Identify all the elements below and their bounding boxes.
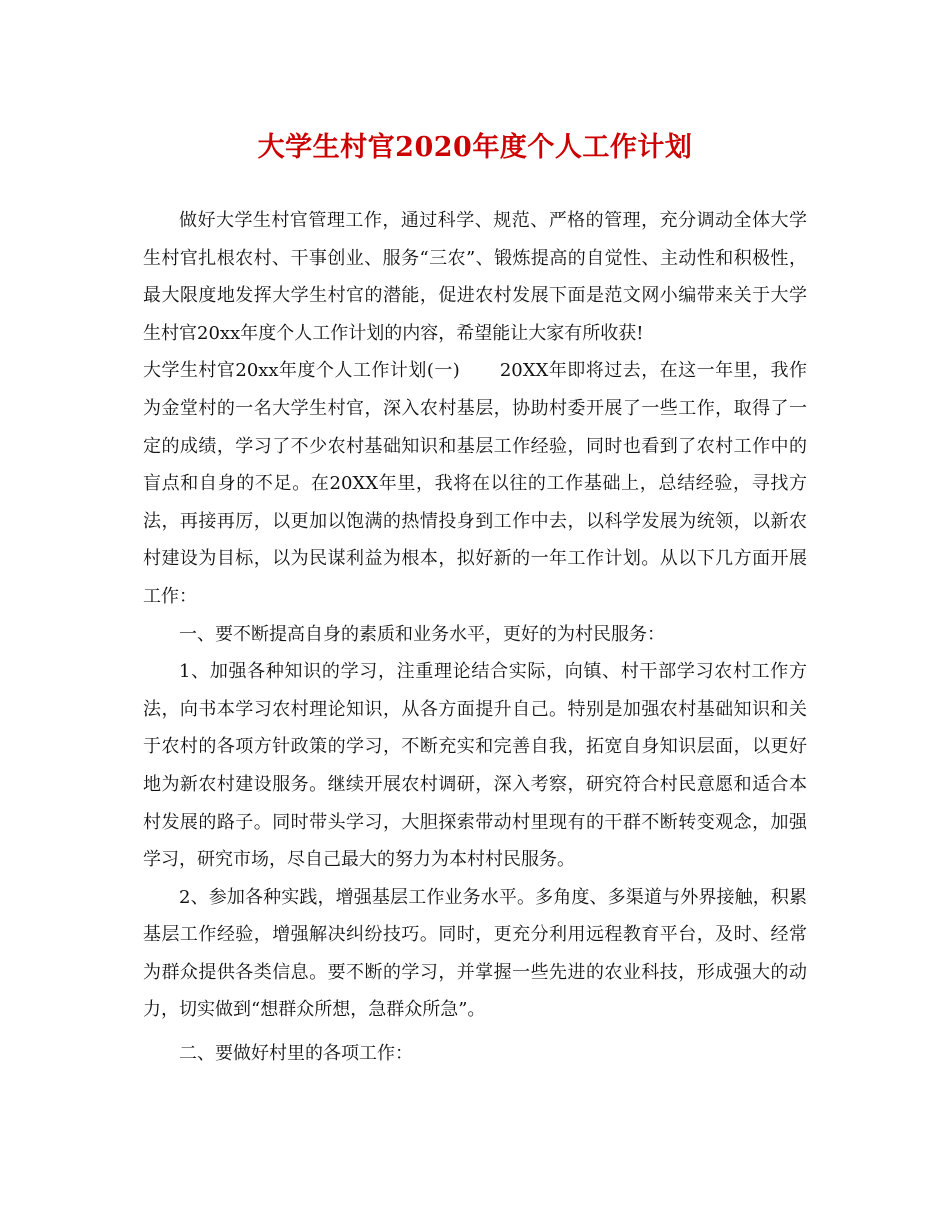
section-two-heading: 二、要做好村里的各项工作： — [179, 1043, 413, 1065]
document-body — [143, 202, 807, 1073]
document-title: 大学生村官2020年度个人工作计划 — [257, 132, 693, 163]
item-one-paragraph: 1、加强各种知识的学习，注重理论结合实际，向镇、村干部学习农村工作方法，向书本学习农村理论知识，从各方面提升自己。特别是加强农村基础知识和关于农村的各项方针政策的学习，不断充实和完善自我，拓宽自身知识层面，以更好地为新农村建设服务。继续开展农村调研，深入考察，研究符合村民意愿和适合本村发展的路子。同时带头学习，大胆探索带动村里现有的干群不断转变观念，加强学习，研究市场，尽自己最大的努力为本村村民服务。 — [143, 661, 807, 871]
intro-paragraph: 做好大学生村官管理工作，通过科学、规范、严格的管理，充分调动全体大学生村官扎根农村、干事创业、服务“三农”、锻炼提高的自觉性、主动性和积极性，最大限度地发挥大学生村官的潜能，促进农村发展下面是范文网小编带来关于大学生村官20xx年度个人工作计划的内容，希望能让大家有所收获! — [143, 210, 807, 344]
plan-paragraph — [143, 352, 807, 615]
plan-body: 20XX年即将过去，在这一年里，我作为金堂村的一名大学生村官，深入农村基层，协助村委开展了一些工作，取得了一定的成绩，学习了不少农村基础知识和基层工作经验，同时也看到了农村工作中的盲点和自身的不足。在20XX年里，我将在以往的工作基础上，总结经验，寻找方法，再接再厉，以更加以饱满的热情投身到工作中去，以科学发展为统领，以新农村建设为目标，以为民谋利益为根本，拟好新的一年工作计划。从以下几方面开展工作： — [143, 360, 807, 607]
section-one-heading: 一、要不断提高自身的素质和业务水平，更好的为村民服务： — [179, 623, 665, 645]
item-two-paragraph: 2、参加各种实践，增强基层工作业务水平。多角度、多渠道与外界接触，积累基层工作经验，增强解决纠纷技巧。同时，更充分利用远程教育平台，及时、经常为群众提供各类信息。要不断的学习，并掌握一些先进的农业科技，形成强大的动力，切实做到“想群众所想，急群众所急”。 — [143, 886, 807, 1021]
plan-heading: 大学生村官20xx年度个人工作计划(一) — [143, 360, 460, 382]
